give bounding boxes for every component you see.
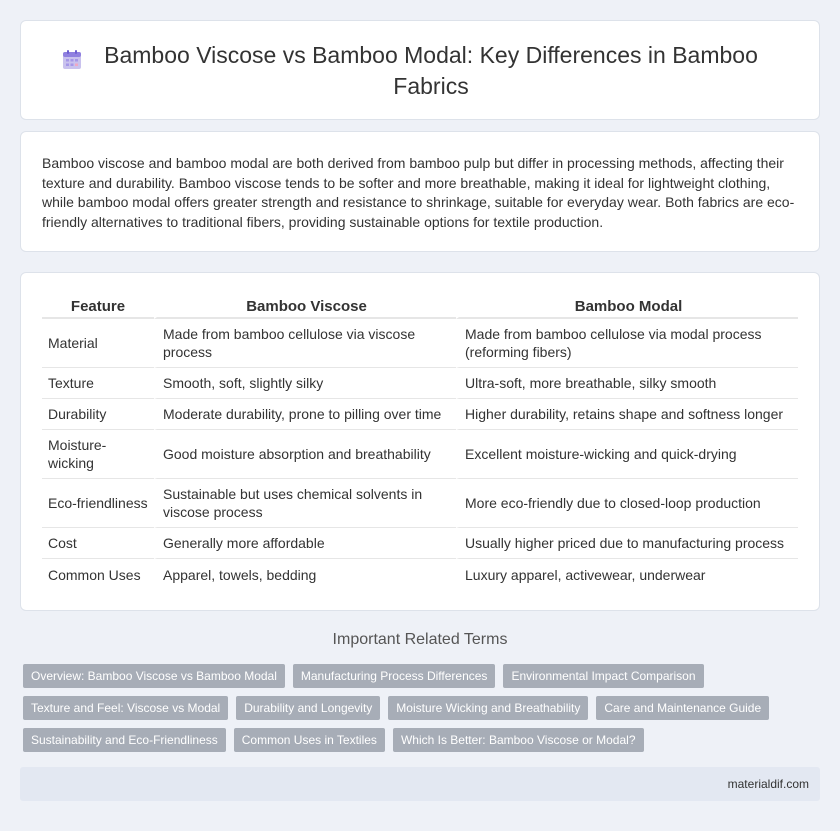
related-terms-heading: Important Related Terms bbox=[332, 631, 508, 648]
tag-durability[interactable]: Durability and Longevity bbox=[236, 696, 380, 720]
tag-common-uses[interactable]: Common Uses in Textiles bbox=[234, 728, 385, 752]
modal-cell: More eco-friendly due to closed-loop production bbox=[456, 479, 798, 528]
tag-care[interactable]: Care and Maintenance Guide bbox=[596, 696, 769, 720]
feature-cell: Common Uses bbox=[48, 566, 141, 583]
table-row bbox=[42, 319, 798, 368]
related-terms-tags bbox=[23, 664, 823, 760]
header-card bbox=[20, 20, 820, 120]
feature-cell: Durability bbox=[42, 399, 154, 430]
modal-cell: Made from bamboo cellulose via modal process (reforming fibers) bbox=[456, 319, 798, 368]
tag-which-better[interactable]: Which Is Better: Bamboo Viscose or Modal? bbox=[393, 728, 644, 752]
feature-cell: Eco-friendliness bbox=[42, 479, 154, 528]
viscose-cell: Moderate durability, prone to pilling over time bbox=[154, 399, 456, 430]
viscose-cell: Smooth, soft, slightly silky bbox=[154, 368, 456, 399]
footer bbox=[20, 767, 820, 801]
tag-texture[interactable]: Texture and Feel: Viscose vs Modal bbox=[23, 696, 228, 720]
table-row bbox=[42, 399, 798, 430]
tag-row bbox=[23, 728, 823, 752]
tag-manufacturing[interactable]: Manufacturing Process Differences bbox=[293, 664, 496, 688]
table-row bbox=[42, 559, 798, 590]
feature-cell: Material bbox=[42, 319, 154, 368]
viscose-cell: Apparel, towels, bedding bbox=[154, 559, 456, 590]
page-title: Bamboo Viscose vs Bamboo Modal: Key Differences in Bamboo Fabrics bbox=[104, 42, 758, 99]
intro-card bbox=[20, 131, 820, 252]
column-header-feature: Feature bbox=[42, 295, 154, 319]
viscose-cell: Sustainable but uses chemical solvents in viscose process bbox=[154, 479, 456, 528]
comparison-card bbox=[20, 272, 820, 611]
table-row bbox=[42, 430, 798, 479]
modal-cell: Luxury apparel, activewear, underwear bbox=[456, 559, 798, 590]
table-row bbox=[42, 368, 798, 399]
viscose-cell: Generally more affordable bbox=[154, 528, 456, 559]
column-header-viscose: Bamboo Viscose bbox=[154, 295, 456, 319]
column-header-modal: Bamboo Modal bbox=[456, 295, 798, 319]
comparison-table bbox=[42, 295, 798, 590]
modal-cell: Usually higher priced due to manufacturing process bbox=[456, 528, 798, 559]
modal-cell: Ultra-soft, more breathable, silky smooth bbox=[456, 368, 798, 399]
tag-overview[interactable]: Overview: Bamboo Viscose vs Bamboo Modal bbox=[23, 664, 285, 688]
tag-row bbox=[23, 696, 823, 720]
modal-cell: Higher durability, retains shape and softness longer bbox=[456, 399, 798, 430]
modal-cell: Excellent moisture-wicking and quick-drying bbox=[456, 430, 798, 479]
feature-cell: Cost bbox=[42, 528, 154, 559]
tag-sustainability[interactable]: Sustainability and Eco-Friendliness bbox=[23, 728, 226, 752]
feature-cell: Texture bbox=[42, 368, 154, 399]
footer-site[interactable]: materialdif.com bbox=[727, 777, 809, 791]
table-row bbox=[42, 528, 798, 559]
intro-paragraph: Bamboo viscose and bamboo modal are both derived from bamboo pulp but differ in processing methods, affecting their texture and durability. Bamboo viscose tends to be softer and more breathable, making it ideal for lightweight clothing, while bamboo modal offers greater strength and resistance to shrinkage, suitable for everyday wear. Both fabrics are eco-friendly alternatives to traditional fibers, providing sustainable options for textile production. bbox=[42, 155, 795, 230]
viscose-cell: Good moisture absorption and breathability bbox=[154, 430, 456, 479]
tag-environmental[interactable]: Environmental Impact Comparison bbox=[503, 664, 703, 688]
table-row bbox=[42, 479, 798, 528]
feature-cell: Moisture-wicking bbox=[42, 430, 154, 479]
viscose-cell: Made from bamboo cellulose via viscose process bbox=[154, 319, 456, 368]
tag-moisture[interactable]: Moisture Wicking and Breathability bbox=[388, 696, 588, 720]
tag-row bbox=[23, 664, 823, 688]
table-header-row bbox=[42, 295, 798, 319]
